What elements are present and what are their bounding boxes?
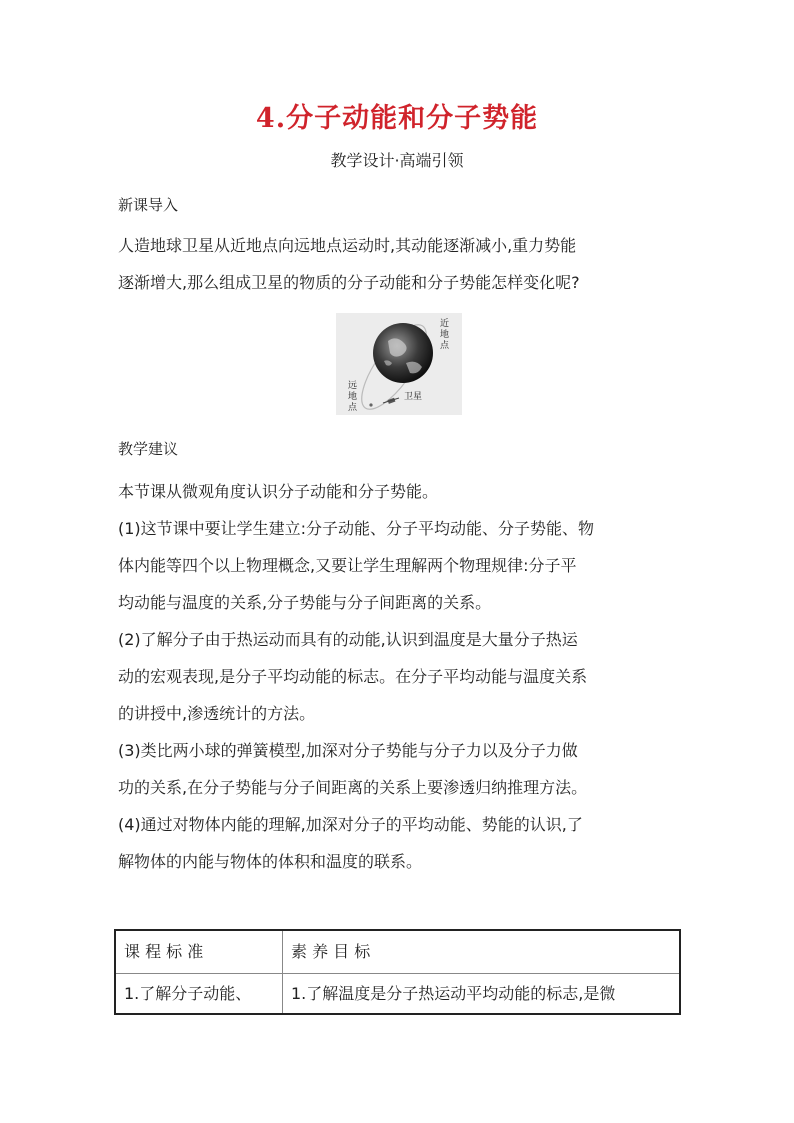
advice-point-2-line: 的讲授中,渗透统计的方法。 — [118, 704, 316, 723]
advice-point-4-line: (4)通过对物体内能的理解,加深对分子的平均动能、势能的认识,了 — [118, 815, 583, 834]
advice-point-3-line: (3)类比两小球的弹簧模型,加深对分子势能与分子力以及分子力做 — [118, 741, 578, 760]
advice-point-1-line: (1)这节课中要让学生建立:分子动能、分子平均动能、分子势能、物 — [118, 519, 595, 538]
page-subtitle: 教学设计·高端引领 — [330, 151, 464, 170]
svg-text:地: 地 — [348, 392, 358, 402]
advice-point-3-line: 功的关系,在分子势能与分子间距离的关系上要渗透归纳推理方法。 — [118, 778, 588, 797]
table-row — [116, 973, 679, 1015]
advice-point-2-line: 动的宏观表现,是分子平均动能的标志。在分子平均动能与温度关系 — [118, 667, 588, 686]
svg-text:点: 点 — [440, 341, 450, 351]
advice-point-1-line: 均动能与温度的关系,分子势能与分子间距离的关系。 — [118, 593, 492, 612]
svg-text:地: 地 — [440, 330, 450, 340]
advice-point-2-line: (2)了解分子由于热运动而具有的动能,认识到温度是大量分子热运 — [118, 630, 578, 649]
advice-point-4-line: 解物体的内能与物体的体积和温度的联系。 — [118, 852, 423, 871]
intro-paragraph — [118, 227, 688, 301]
advice-point-1-line: 体内能等四个以上物理概念,又要让学生理解两个物理规律:分子平 — [118, 556, 577, 575]
table-header-goals: 素 养 目 标 — [291, 942, 371, 961]
intro-line: 逐渐增大,那么组成卫星的物质的分子动能和分子势能怎样变化呢? — [118, 273, 580, 292]
apogee-label: 远 — [348, 381, 358, 391]
intro-line: 人造地球卫星从近地点向远地点运动时,其动能逐渐减小,重力势能 — [118, 236, 577, 255]
perigee-label: 近 — [440, 319, 450, 329]
satellite-label: 卫星 — [404, 392, 423, 402]
svg-text:点: 点 — [348, 403, 358, 413]
section-heading-intro: 新课导入 — [118, 196, 179, 214]
table-header-row — [116, 931, 679, 974]
advice-summary: 本节课从微观角度认识分子动能和分子势能。 — [118, 482, 439, 501]
standards-table — [114, 929, 681, 1015]
section-heading-advice: 教学建议 — [118, 440, 179, 458]
table-cell: 1.了解分子动能、 — [124, 984, 252, 1003]
page-title: 4.分子动能和分子势能 — [255, 103, 539, 134]
table-cell: 1.了解温度是分子热运动平均动能的标志,是微 — [291, 984, 616, 1003]
earth-orbit-figure — [336, 313, 462, 415]
table-header-standards: 课 程 标 准 — [124, 942, 204, 961]
advice-body — [118, 473, 688, 880]
